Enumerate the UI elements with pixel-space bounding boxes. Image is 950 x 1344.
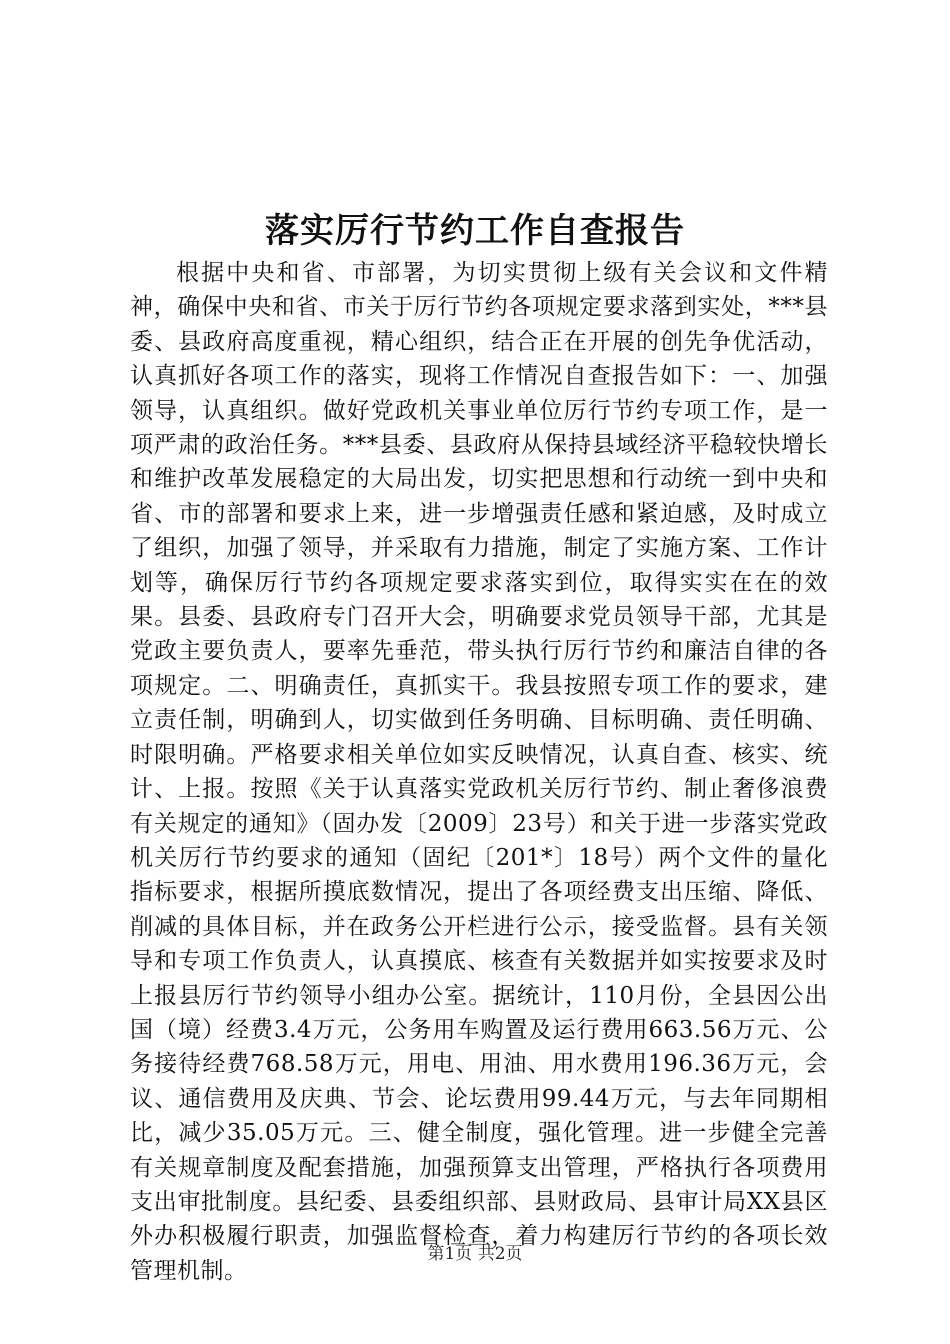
page-footer bbox=[0, 1242, 950, 1266]
document-title: 落实厉行节约工作自查报告 bbox=[265, 210, 685, 251]
document-body-paragraph: 根据中央和省、市部署，为切实贯彻上级有关会议和文件精神，确保中央和省、市关于厉行节约各项规定要求落到实处，***县委、县政府高度重视，精心组织，结合正在开展的创先争优活动，认真抓好各项工作的落实，现将工作情况自查报告如下：一、加强领导，认真组织。做好党政机关事业单位厉行节约专项工作，是一项严肃的政治任务。***县委、县政府从保持县域经济平稳较快增长和维护改革发展稳定的大局出发，切实把思想和行动统一到中央和省、市的部署和要求上来，进一步增强责任感和紧迫感，及时成立了组织，加强了领导，并采取有力措施，制定了实施方案、工作计划等，确保厉行节约各项规定要求落实到位，取得实实在在的效果。县委、县政府专门召开大会，明确要求党员领导干部，尤其是党政主要负责人，要率先垂范，带头执行厉行节约和廉洁自律的各项规定。二、明确责任，真抓实干。我县按照专项工作的要求，建立责任制，明确到人，切实做到任务明确、目标明确、责任明确、时限明确。严格要求相关单位如实反映情况，认真自查、核实、统计、上报。按照《关于认真落实党政机关厉行节约、制止奢侈浪费有关规定的通知》（固办发〔2009〕23号）和关于进一步落实党政机关厉行节约要求的通知（固纪〔201*〕18号）两个文件的量化指标要求，根据所摸底数情况，提出了各项经费支出压缩、降低、削减的具体目标，并在政务公开栏进行公示，接受监督。县有关领导和专项工作负责人，认真摸底、核查有关数据并如实按要求及时上报县厉行节约领导小组办公室。据统计，110月份，全县因公出国（境）经费3.4万元，公务用车购置及运行费用663.56万元、公务接待经费768.58万元，用电、用油、用水费用196.36万元，会议、通信费用及庆典、节会、论坛费用99.44万元，与去年同期相比，减少35.05万元。三、健全制度，强化管理。进一步健全完善有关规章制度及配套措施，加强预算支出管理，严格执行各项费用支出审批制度。县纪委、县委组织部、县财政局、县审计局XX县区外办积极履行职责，加强监督检查，着力构建厉行节约的各项长效管理机制。 bbox=[130, 260, 828, 1284]
page-number-indicator: 第1页 共2页 bbox=[427, 1244, 523, 1264]
